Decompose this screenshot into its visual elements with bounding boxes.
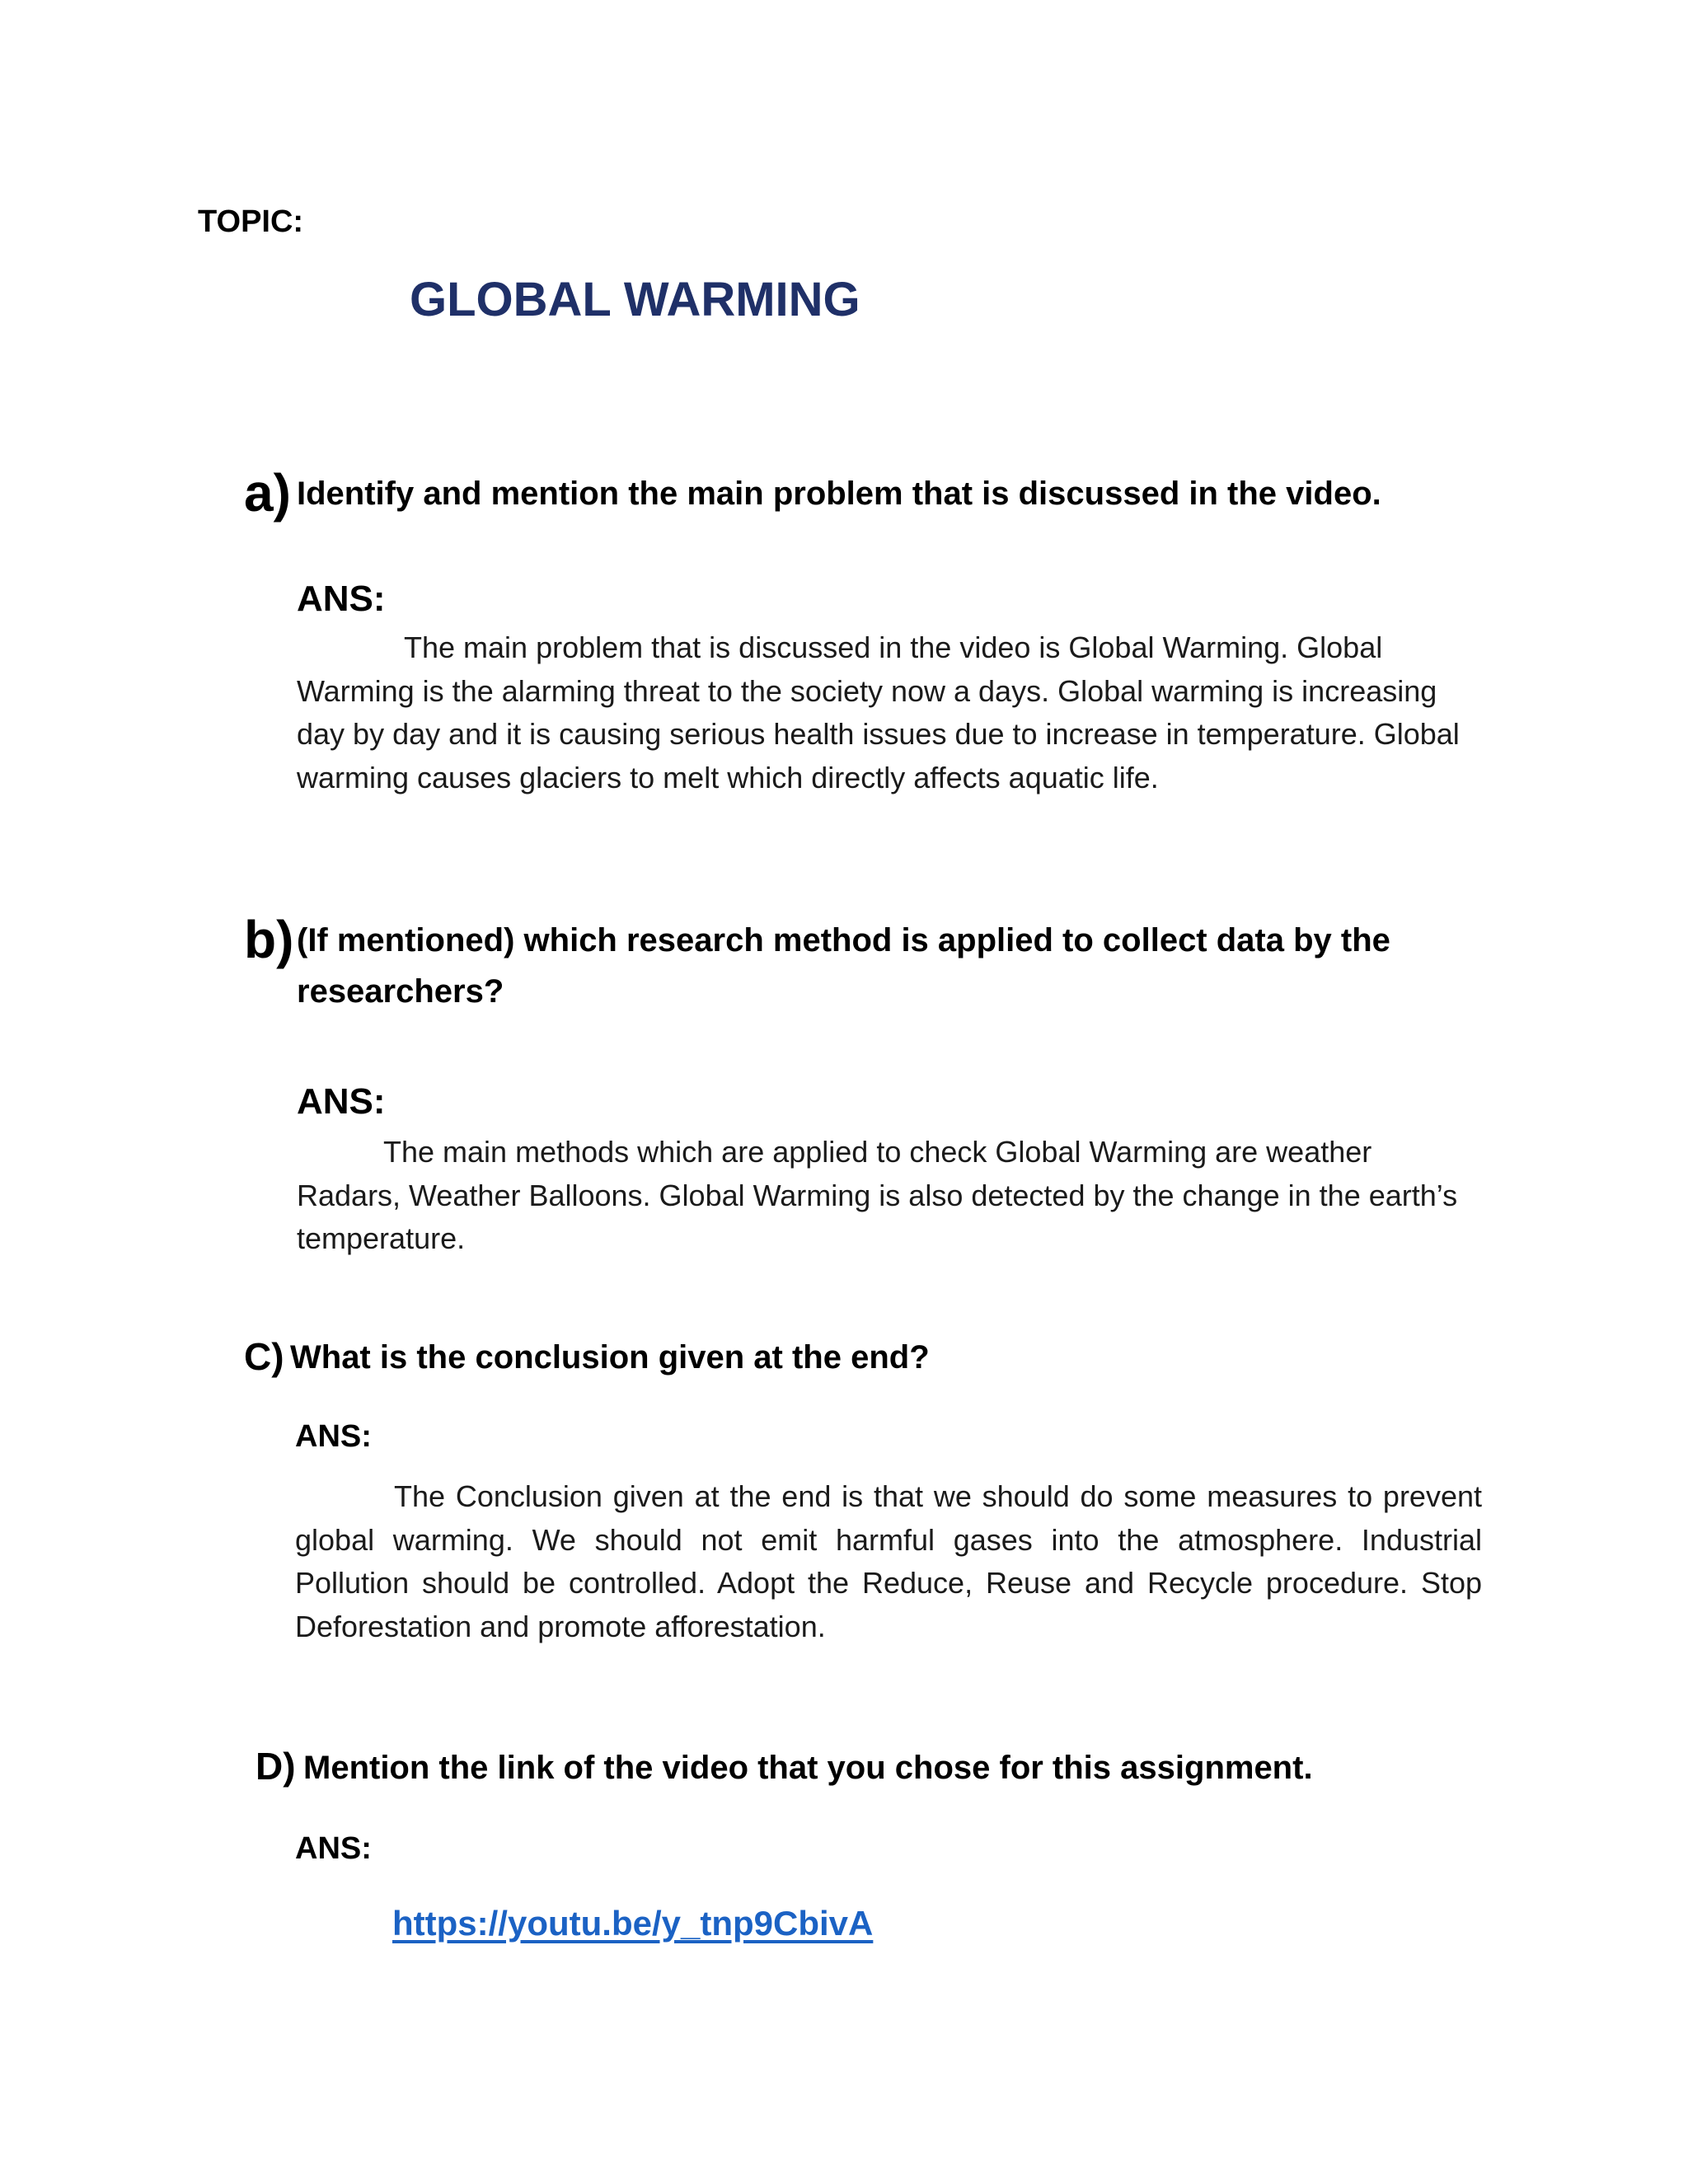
question-d-text: Mention the link of the video that you chose for this assignment. — [303, 1750, 1313, 1786]
question-b-text: (If mentioned) which research method is applied to collect data by the researchers? — [297, 922, 1390, 1010]
question-b-marker: b) — [244, 910, 294, 969]
page-title: GLOBAL WARMING — [410, 273, 860, 326]
question-c-ans-label: ANS: — [295, 1419, 372, 1454]
question-c-text: What is the conclusion given at the end? — [290, 1339, 930, 1376]
question-b-answer: The main methods which are applied to check Global Warming are weather Radars, Weather Balloons. Global Warming is also detected by the change in the earth’s temperature. — [297, 1135, 1458, 1255]
question-d-marker: D) — [256, 1745, 296, 1788]
question-a-ans-label: ANS: — [297, 579, 386, 619]
question-a-answer: The main problem that is discussed in the video is Global Warming. Global Warming is the alarming threat to the society now a days. Global warming is increasing day by day and it is causing serious health issues due to increase in temperature. Global warming causes glaciers to melt which directly affects aquatic life. — [297, 630, 1460, 794]
question-c-marker: C) — [244, 1335, 284, 1378]
question-b-ans-label: ANS: — [297, 1081, 386, 1122]
question-d-ans-label: ANS: — [295, 1831, 372, 1866]
question-a-text: Identify and mention the main problem that is discussed in the video. — [297, 476, 1381, 512]
question-a-marker: a) — [244, 463, 291, 523]
video-link[interactable]: https://youtu.be/y_tnp9CbivA — [392, 1904, 874, 1943]
question-c-answer: The Conclusion given at the end is that we should do some measures to prevent global warming. We should not emit harmful gases into the atmosphere. Industrial Pollution should be controlled. Adopt the Reduce, Reuse and Recycle procedure. Stop Deforestation and promote afforestation. — [295, 1479, 1482, 1643]
topic-label: TOPIC: — [198, 204, 304, 239]
